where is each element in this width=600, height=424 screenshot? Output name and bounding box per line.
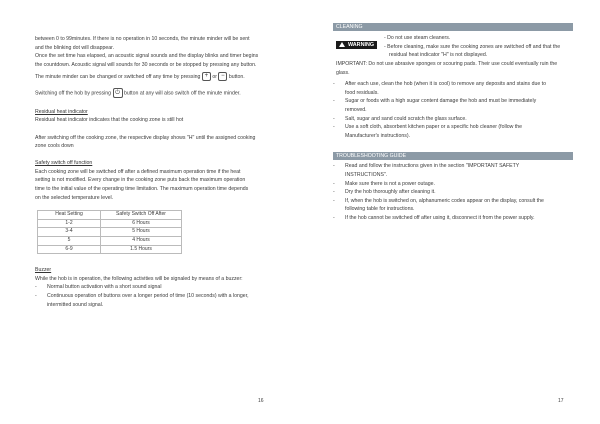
buzzer-heading: Buzzer — [35, 267, 52, 274]
residual-heat-text: zone cools down — [35, 143, 74, 150]
troubleshooting-item: - Make sure there is not a power outage. — [333, 180, 573, 189]
buzzer-item: - Continuous operation of buttons over a longer period of time (10 seconds) with a longer, — [35, 292, 280, 301]
heat-setting-table — [37, 210, 182, 254]
table-cell: 5 Hours — [101, 228, 182, 237]
right-column — [333, 23, 573, 223]
cleaning-item: - Sugar or foods with a high sugar content damage the hob and must be immediately — [333, 97, 573, 106]
troubleshooting-item-continued: following table for instructions. — [345, 206, 415, 213]
buzzer-item-continued: intermitted sound signal. — [47, 301, 104, 308]
page-number: 16 — [258, 398, 264, 404]
cleaning-item-continued: removed. — [345, 106, 367, 113]
minute-minder-switch-off-line: Switching off the hob by pressing ⏻ button at any will also switch off the minute minder. — [35, 89, 241, 97]
cleaning-section-bar: CLEANING — [333, 23, 573, 31]
table-row — [38, 219, 182, 228]
residual-heat-heading: Residual heat indicator — [35, 108, 88, 115]
safety-text: on the selected temperature level. — [35, 194, 114, 201]
table-cell: 4 Hours — [101, 236, 182, 245]
troubleshooting-item: - Dry the hob thoroughly after cleaning it. — [333, 188, 573, 197]
table-cell: 5 — [38, 236, 101, 245]
minute-minder-line: between 0 to 99minutes. If there is no operation in 10 seconds, the minute minder will be sent — [35, 36, 250, 42]
warning-triangle-icon — [339, 42, 345, 47]
plus-icon: + — [202, 72, 211, 81]
table-header: Safety Switch Off After — [101, 211, 182, 220]
troubleshooting-item-continued: INSTRUCTIONS". — [345, 171, 388, 178]
troubleshooting-section-bar: TROUBLESHOOTING GUIDE — [333, 152, 573, 160]
table-cell: 3-4 — [38, 228, 101, 237]
safety-text: setting is not modified. Every change in the cooking zone puts back the maximum operation — [35, 177, 246, 184]
power-icon: ⏻ — [113, 88, 123, 98]
table-row — [38, 228, 182, 237]
minus-icon: − — [218, 72, 227, 81]
table-cell: 1-2 — [38, 219, 101, 228]
page-number: 17 — [558, 398, 564, 404]
safety-text: Each cooking zone will be switched off after a defined maximum operation time if the heat — [35, 168, 241, 175]
table-cell: 1.5 Hours — [101, 245, 182, 254]
table-row — [38, 245, 182, 254]
cleaning-item: - Salt, sugar and sand could scratch the glass surface. — [333, 115, 573, 124]
important-note: IMPORTANT: Do not use abrasive sponges or scouring pads. Their use could eventually ruin the — [336, 61, 558, 67]
troubleshooting-item: - If, when the hob is switched on, alphanumeric codes appear on the display, consult the — [333, 197, 573, 206]
minute-minder-change-line: The minute minder can be changed or switched off any time by pressing + or − button. — [35, 73, 245, 81]
table-header-row — [38, 211, 182, 220]
table-cell: 6 Hours — [101, 219, 182, 228]
cleaning-item-continued: food residuals. — [345, 89, 379, 96]
residual-heat-text: After switching off the cooking zone, the respective display shows "H" until the assigned cooking — [35, 134, 256, 141]
buzzer-item: - Normal button activation with a short sound signal — [35, 283, 280, 292]
troubleshooting-item: - Read and follow the instructions given in the section "IMPORTANT SAFETY — [333, 162, 573, 171]
left-column — [35, 35, 280, 309]
warning-text: - Do not use steam cleaners. - Before cleaning, make sure the cooking zones are switched off and that the residual heat indicator "H" is not displayed. — [384, 35, 561, 59]
right-page — [300, 0, 600, 424]
table-row — [38, 236, 182, 245]
table-header: Heat Setting — [38, 211, 101, 220]
cleaning-item-continued: Manufacturer's instructions). — [345, 132, 410, 139]
warning-block — [333, 34, 573, 60]
troubleshooting-item: - If the hob cannot be switched off after using it, disconnect it from the power supply. — [333, 214, 573, 223]
minute-minder-line: and the blinking dot will disappear. — [35, 44, 115, 51]
minute-minder-line: the countdown. Acoustic signal will sounds for 30 seconds or be stopped by pressing any button. — [35, 61, 257, 68]
warning-badge: WARNING — [336, 41, 377, 49]
safety-text: time to the initial value of the operating time limitation. The maximum operation time depends — [35, 186, 249, 192]
cleaning-item: - Use a soft cloth, absorbent kitchen paper or a specific hob cleaner (follow the — [333, 123, 573, 132]
safety-switch-off-heading: Safety switch off function — [35, 160, 93, 167]
important-note: glass. — [336, 69, 350, 76]
minute-minder-line: Once the set time has elapsed, an acoustic signal sounds and the display blinks and timer begins — [35, 53, 259, 60]
buzzer-intro: While the hob is in operation, the following activities will be signaled by means of a buzzer: — [35, 275, 243, 282]
cleaning-item: - After each use, clean the hob (when it is cool) to remove any deposits and stains due to — [333, 80, 573, 89]
residual-heat-text: Residual heat indicator indicates that the cooking zone is still hot — [35, 117, 184, 124]
table-cell: 6-9 — [38, 245, 101, 254]
